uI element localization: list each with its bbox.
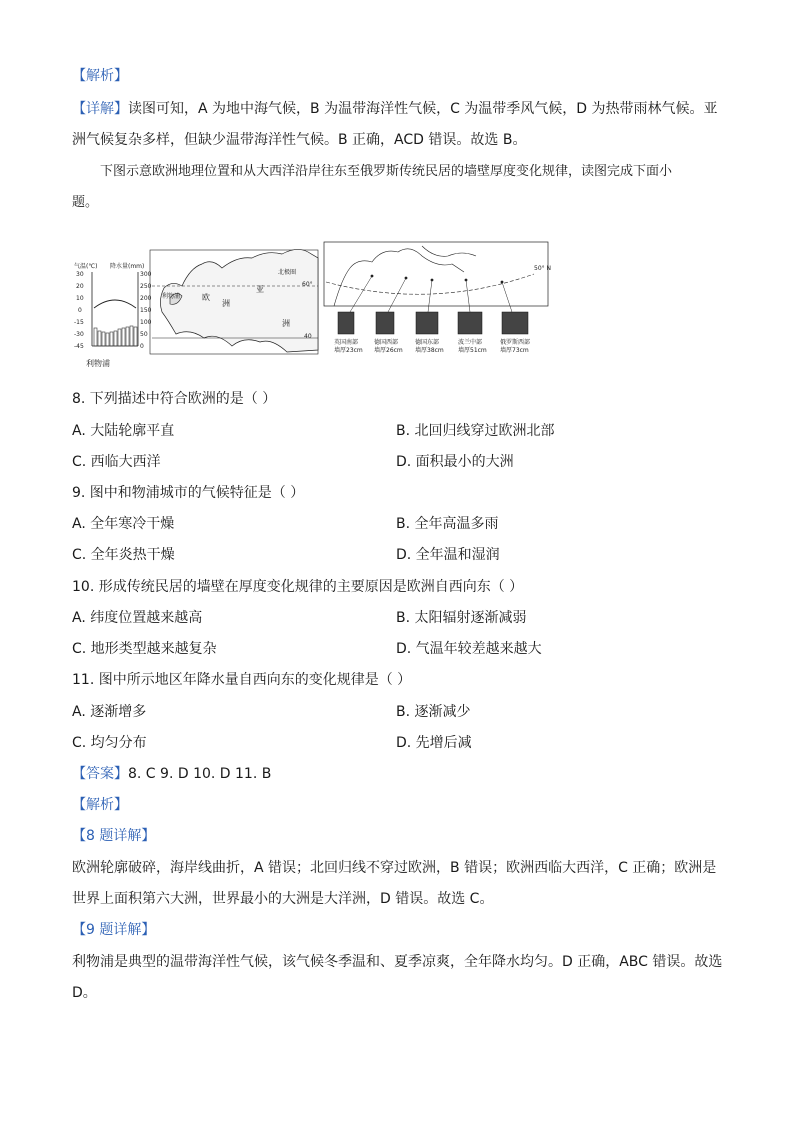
q9-option-b[interactable]: B. 全年高温多雨	[396, 516, 499, 532]
eu-label: 欧	[202, 293, 210, 302]
q8-option-b[interactable]: B. 北回归线穿过欧洲北部	[396, 423, 555, 439]
q9-detail-label: 【9 题详解】	[72, 922, 156, 938]
q8-detail-line-2: 世界上面积第六大洲，世界最小的大洲是大洋洲，D 错误。故选 C。	[72, 891, 494, 907]
house-name: 波兰中部	[458, 339, 483, 346]
climate-chart	[74, 262, 152, 368]
detail-line-1	[72, 99, 718, 119]
question-11-stem: 11. 图中所示地区年降水量自西向东的变化规律是（ ）	[72, 672, 412, 688]
arctic-circle-label: 北极圈	[278, 269, 297, 276]
temp-tick: -45	[74, 343, 84, 350]
house-thickness: 墙厚26cm	[374, 347, 403, 354]
house-name: 俄罗斯西部	[500, 339, 531, 346]
q9-detail-line-1: 利物浦是典型的温带海洋性气候，该气候冬季温和、夏季凉爽，全年降水均匀。D 正确，ABC 错误。故选	[72, 954, 723, 970]
temp-tick: 0	[78, 307, 82, 314]
precip-tick: 100	[140, 319, 152, 326]
precip-tick: 0	[140, 343, 144, 350]
q8-option-c[interactable]: C. 西临大西洋	[72, 454, 161, 470]
house-name: 英国南部	[334, 339, 359, 346]
q8-detail-label: 【8 题详解】	[72, 828, 156, 844]
q11-option-b[interactable]: B. 逐渐减少	[396, 704, 471, 720]
europe-figure	[72, 228, 558, 370]
precip-tick: 50	[140, 331, 148, 338]
wall-block	[376, 312, 394, 334]
question-9-stem: 9. 图中和物浦城市的气候特征是（ ）	[72, 485, 305, 501]
q11-option-a[interactable]: A. 逐渐增多	[72, 704, 147, 720]
answer-values: 8. C 9. D 10. D 11. B	[128, 766, 272, 782]
q8-detail-line-1: 欧洲轮廓破碎，海岸线曲折，A 错误；北回归线不穿过欧洲，B 错误；欧洲西临大西洋，C 正确；欧洲是	[72, 860, 717, 876]
q9-option-c[interactable]: C. 全年炎热干燥	[72, 547, 175, 563]
wall-blocks	[338, 312, 528, 334]
answer-line	[72, 764, 271, 784]
wall-block	[416, 312, 438, 334]
precip-axis-label: 降水量(mm)	[110, 263, 145, 270]
question-8-stem: 8. 下列描述中符合欧洲的是（ ）	[72, 391, 277, 407]
precip-tick: 250	[140, 283, 152, 290]
wall-thickness-map	[324, 242, 551, 354]
house-thickness: 墙厚51cm	[458, 347, 487, 354]
zhou2-label: 洲	[282, 319, 290, 328]
temp-tick: -15	[74, 319, 84, 326]
precip-tick: 150	[140, 307, 152, 314]
answer-label: 【答案】	[72, 766, 128, 782]
house-name: 德国西部	[374, 339, 399, 346]
liverpool-map-label: 利物浦	[162, 293, 181, 300]
temp-curve	[94, 300, 136, 308]
lat-40-label: 40	[304, 333, 312, 340]
q10-option-d[interactable]: D. 气温年较差越来越大	[396, 641, 542, 657]
intro-line-2: 题。	[72, 195, 99, 210]
temp-ticks	[74, 271, 84, 350]
q10-option-c[interactable]: C. 地形类型越来越复杂	[72, 641, 217, 657]
q11-option-d[interactable]: D. 先增后减	[396, 735, 472, 751]
temp-tick: 30	[76, 271, 84, 278]
q9-option-a[interactable]: A. 全年寒冷干燥	[72, 516, 175, 532]
lat-50-label: 50° N	[534, 265, 552, 272]
q9-detail-line-2: D。	[72, 985, 97, 1001]
temp-tick: -30	[74, 331, 84, 338]
europe-map	[150, 249, 318, 354]
question-10-stem: 10. 形成传统民居的墙壁在厚度变化规律的主要原因是欧洲自西向东（ ）	[72, 579, 524, 595]
temp-tick: 10	[76, 295, 84, 302]
analysis-label: 【解析】	[72, 68, 128, 84]
detail-text-1: 读图可知，A 为地中海气候，B 为温带海洋性气候，C 为温带季风气候，D 为热带雨林气候。亚	[128, 101, 718, 117]
precip-bars	[94, 326, 137, 346]
q10-option-a[interactable]: A. 纬度位置越来越高	[72, 610, 203, 626]
precip-tick: 200	[140, 295, 152, 302]
zhou-label: 洲	[222, 299, 230, 308]
temp-axis-label: 气温(℃)	[74, 263, 98, 270]
wall-block	[338, 312, 354, 334]
pointer-lines	[350, 276, 512, 312]
ya-label: 亚	[256, 285, 264, 294]
intro-line-1: 下图示意欧洲地理位置和从大西洋沿岸往东至俄罗斯传统民居的墙壁厚度变化规律，读图完成下面小	[100, 164, 673, 179]
house-thickness: 墙厚23cm	[334, 347, 363, 354]
analysis-label-2: 【解析】	[72, 797, 128, 813]
wall-block	[458, 312, 482, 334]
q11-option-c[interactable]: C. 均匀分布	[72, 735, 147, 751]
house-name: 德国东部	[415, 339, 440, 346]
detail-line-2: 洲气候复杂多样，但缺少温带海洋性气候。B 正确，ACD 错误。故选 B。	[72, 132, 527, 148]
house-thickness: 墙厚38cm	[415, 347, 444, 354]
temp-tick: 20	[76, 283, 84, 290]
precip-tick: 300	[140, 271, 152, 278]
q9-option-d[interactable]: D. 全年温和湿润	[396, 547, 500, 563]
q8-option-d[interactable]: D. 面积最小的大洲	[396, 454, 514, 470]
detail-prefix: 【详解】	[72, 101, 128, 117]
q8-option-a[interactable]: A. 大陆轮廓平直	[72, 423, 175, 439]
lat-60-label: 60°	[302, 281, 313, 288]
house-labels	[334, 338, 530, 354]
house-thickness: 墙厚73cm	[500, 347, 529, 354]
wall-block	[502, 312, 528, 334]
q10-option-b[interactable]: B. 太阳辐射逐渐减弱	[396, 610, 527, 626]
climate-city-label: 利物浦	[86, 359, 110, 368]
